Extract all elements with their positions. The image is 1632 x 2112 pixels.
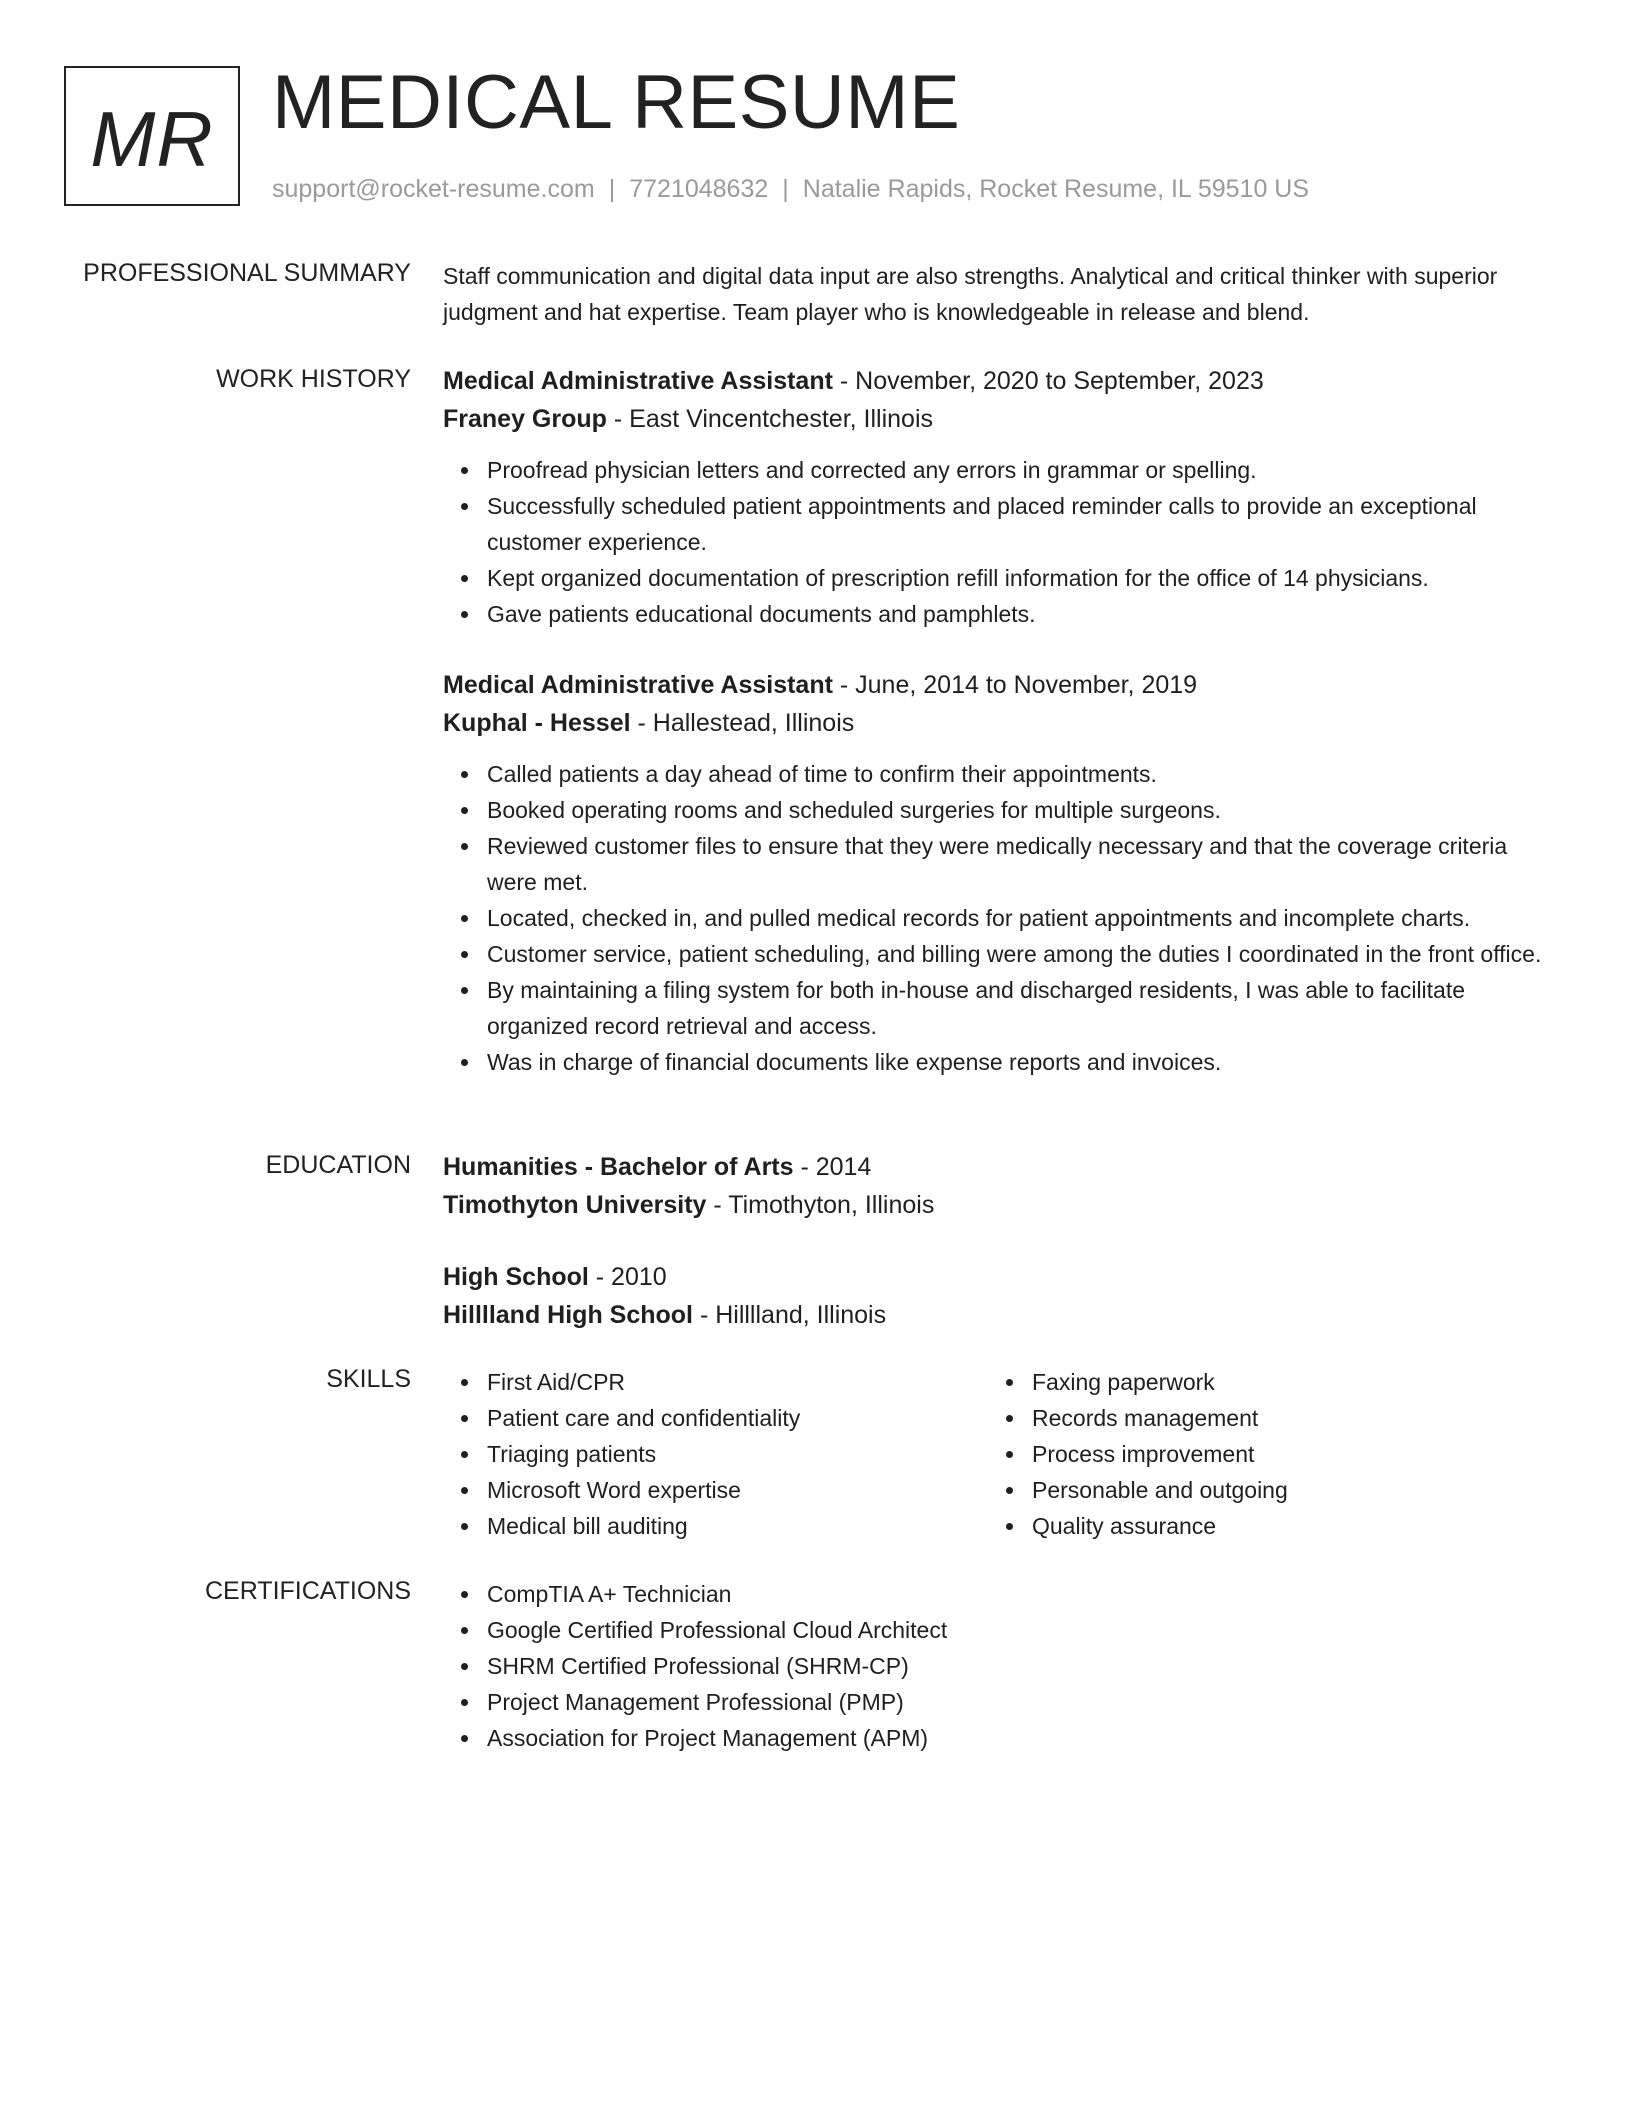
- bullet-icon: [461, 1663, 468, 1670]
- bullet-text: Gave patients educational documents and pamphlets.: [487, 601, 1036, 627]
- bullet-text: Successfully scheduled patient appointments and placed reminder calls to provide an exceptional customer experience.: [487, 493, 1477, 555]
- bullet-icon: [461, 611, 468, 618]
- education-entry: [443, 1258, 1563, 1334]
- bullet-icon: [461, 807, 468, 814]
- skill-text: Triaging patients: [487, 1441, 657, 1467]
- summary-text: Staff communication and digital data input are also strengths. Analytical and critical thinker with superior judgment and hat expertise. Team player who is knowledgeable in release and blend.: [443, 263, 1498, 325]
- certifications-body: [443, 1576, 1563, 1756]
- bullet-icon: [461, 1627, 468, 1634]
- bullet-text: Reviewed customer files to ensure that they were medically necessary and that the coverage criteria were met.: [487, 833, 1508, 895]
- certification-text: Association for Project Management (APM): [487, 1725, 929, 1751]
- list-item: [487, 1436, 988, 1472]
- list-item: [487, 1648, 1563, 1684]
- section-label-work-history: WORK HISTORY: [216, 365, 411, 393]
- contact-address: Natalie Rapids, Rocket Resume, IL 59510 US: [802, 175, 1310, 203]
- section-label-certifications: CERTIFICATIONS: [204, 1577, 411, 1605]
- job-title-line: [443, 666, 1563, 704]
- job-company-line: [443, 704, 1563, 742]
- job-dates: - June, 2014 to November, 2019: [832, 671, 1198, 699]
- job-title: Medical Administrative Assistant: [443, 367, 833, 395]
- bullet-icon: [461, 575, 468, 582]
- skill-text: Quality assurance: [1032, 1513, 1217, 1539]
- list-item: [487, 756, 1563, 792]
- list-item: [487, 1576, 1563, 1612]
- bullet-icon: [1006, 1415, 1013, 1422]
- list-item: [487, 792, 1563, 828]
- job-bullets: [443, 452, 1563, 632]
- bullet-text: Proofread physician letters and corrected any errors in grammar or spelling.: [487, 457, 1257, 483]
- school-location: - Timothyton, Illinois: [706, 1191, 935, 1219]
- job-bullets: [443, 756, 1563, 1080]
- resume-title: MEDICAL RESUME: [272, 60, 961, 145]
- list-item: [487, 1400, 988, 1436]
- list-item: [487, 1720, 1563, 1756]
- list-item: [1032, 1364, 1488, 1400]
- education-entry: [443, 1148, 1563, 1224]
- job-location: - Hallestead, Illinois: [630, 709, 855, 737]
- list-item: [1032, 1436, 1488, 1472]
- contact-email: support@rocket-resume.com: [272, 175, 595, 203]
- bullet-icon: [461, 1451, 468, 1458]
- list-item: [487, 900, 1563, 936]
- education-body: [443, 1148, 1563, 1368]
- bullet-icon: [1006, 1523, 1013, 1530]
- bullet-icon: [461, 951, 468, 958]
- list-item: [1032, 1508, 1488, 1544]
- job-title: Medical Administrative Assistant: [443, 671, 833, 699]
- certification-text: CompTIA A+ Technician: [487, 1581, 732, 1607]
- skills-column-left: [443, 1364, 988, 1544]
- degree: High School: [443, 1263, 589, 1291]
- bullet-text: Called patients a day ahead of time to confirm their appointments.: [487, 761, 1157, 787]
- list-item: [487, 1364, 988, 1400]
- job-entry: [443, 666, 1563, 1080]
- skill-text: Patient care and confidentiality: [487, 1405, 801, 1431]
- bullet-icon: [461, 915, 468, 922]
- skills-list-left: [443, 1364, 988, 1544]
- skills-list-right: [988, 1364, 1488, 1544]
- certification-text: SHRM Certified Professional (SHRM-CP): [487, 1653, 909, 1679]
- skills-body: [443, 1364, 1563, 1544]
- skill-text: Microsoft Word expertise: [487, 1477, 741, 1503]
- bullet-icon: [461, 467, 468, 474]
- list-item: [487, 972, 1563, 1044]
- list-item: [487, 1472, 988, 1508]
- list-item: [487, 1684, 1563, 1720]
- bullet-text: By maintaining a filing system for both in-house and discharged residents, I was able to facilitate organized record retrieval and access.: [487, 977, 1466, 1039]
- list-item: [487, 1044, 1563, 1080]
- skills-columns: [443, 1364, 1563, 1544]
- degree-line: [443, 1148, 1563, 1186]
- bullet-text: Kept organized documentation of prescription refill information for the office of 14 physicians.: [487, 565, 1429, 591]
- section-label-education: EDUCATION: [265, 1151, 411, 1179]
- school-line: [443, 1186, 1563, 1224]
- list-item: [487, 560, 1563, 596]
- job-company: Kuphal - Hessel: [443, 709, 631, 737]
- skill-text: Process improvement: [1032, 1441, 1255, 1467]
- job-company-line: [443, 400, 1563, 438]
- bullet-icon: [1006, 1487, 1013, 1494]
- contact-separator: |: [782, 175, 789, 203]
- contact-phone: 7721048632: [629, 175, 769, 203]
- bullet-icon: [461, 771, 468, 778]
- list-item: [487, 1508, 988, 1544]
- skill-text: Faxing paperwork: [1032, 1369, 1215, 1395]
- list-item: [487, 452, 1563, 488]
- skill-text: Personable and outgoing: [1032, 1477, 1288, 1503]
- certification-text: Google Certified Professional Cloud Architect: [487, 1617, 948, 1643]
- bullet-icon: [1006, 1379, 1013, 1386]
- bullet-icon: [461, 843, 468, 850]
- bullet-text: Was in charge of financial documents like expense reports and invoices.: [487, 1049, 1222, 1075]
- job-entry: [443, 362, 1563, 632]
- certifications-list: [443, 1576, 1563, 1756]
- skill-text: Records management: [1032, 1405, 1259, 1431]
- degree-line: [443, 1258, 1563, 1296]
- list-item: [487, 596, 1563, 632]
- degree-year: - 2014: [793, 1153, 872, 1181]
- bullet-text: Located, checked in, and pulled medical records for patient appointments and incomplete charts.: [487, 905, 1471, 931]
- bullet-icon: [461, 503, 468, 510]
- contact-line: [272, 172, 1309, 206]
- job-title-line: [443, 362, 1563, 400]
- section-label-summary: PROFESSIONAL SUMMARY: [83, 259, 411, 287]
- work-history-body: [443, 362, 1563, 1114]
- job-location: - East Vincentchester, Illinois: [606, 405, 934, 433]
- bullet-icon: [461, 1523, 468, 1530]
- list-item: [487, 1612, 1563, 1648]
- section-label-skills: SKILLS: [326, 1365, 411, 1393]
- bullet-text: Booked operating rooms and scheduled surgeries for multiple surgeons.: [487, 797, 1221, 823]
- list-item: [1032, 1472, 1488, 1508]
- list-item: [487, 828, 1563, 900]
- bullet-text: Customer service, patient scheduling, and billing were among the duties I coordinated in the front office.: [487, 941, 1542, 967]
- list-item: [487, 488, 1563, 560]
- contact-separator: |: [608, 175, 616, 203]
- certification-text: Project Management Professional (PMP): [487, 1689, 904, 1715]
- school: Timothyton University: [443, 1191, 707, 1219]
- bullet-icon: [1006, 1451, 1013, 1458]
- monogram-box: [64, 66, 240, 206]
- bullet-icon: [461, 1591, 468, 1598]
- monogram-initials: MR: [90, 94, 214, 183]
- bullet-icon: [461, 1735, 468, 1742]
- list-item: [1032, 1400, 1488, 1436]
- bullet-icon: [461, 1379, 468, 1386]
- bullet-icon: [461, 1699, 468, 1706]
- bullet-icon: [461, 1415, 468, 1422]
- skills-column-right: [988, 1364, 1488, 1544]
- skill-text: Medical bill auditing: [487, 1513, 688, 1539]
- degree-year: - 2010: [588, 1263, 667, 1291]
- bullet-icon: [461, 1487, 468, 1494]
- skill-text: First Aid/CPR: [487, 1369, 626, 1395]
- school: Hilllland High School: [443, 1301, 693, 1329]
- school-location: - Hilllland, Illinois: [693, 1301, 887, 1329]
- bullet-icon: [461, 1059, 468, 1066]
- list-item: [487, 936, 1563, 972]
- school-line: [443, 1296, 1563, 1334]
- job-dates: - November, 2020 to September, 2023: [832, 367, 1264, 395]
- bullet-icon: [461, 987, 468, 994]
- degree: Humanities - Bachelor of Arts: [443, 1153, 794, 1181]
- summary-body: [443, 258, 1563, 330]
- job-company: Franey Group: [443, 405, 607, 433]
